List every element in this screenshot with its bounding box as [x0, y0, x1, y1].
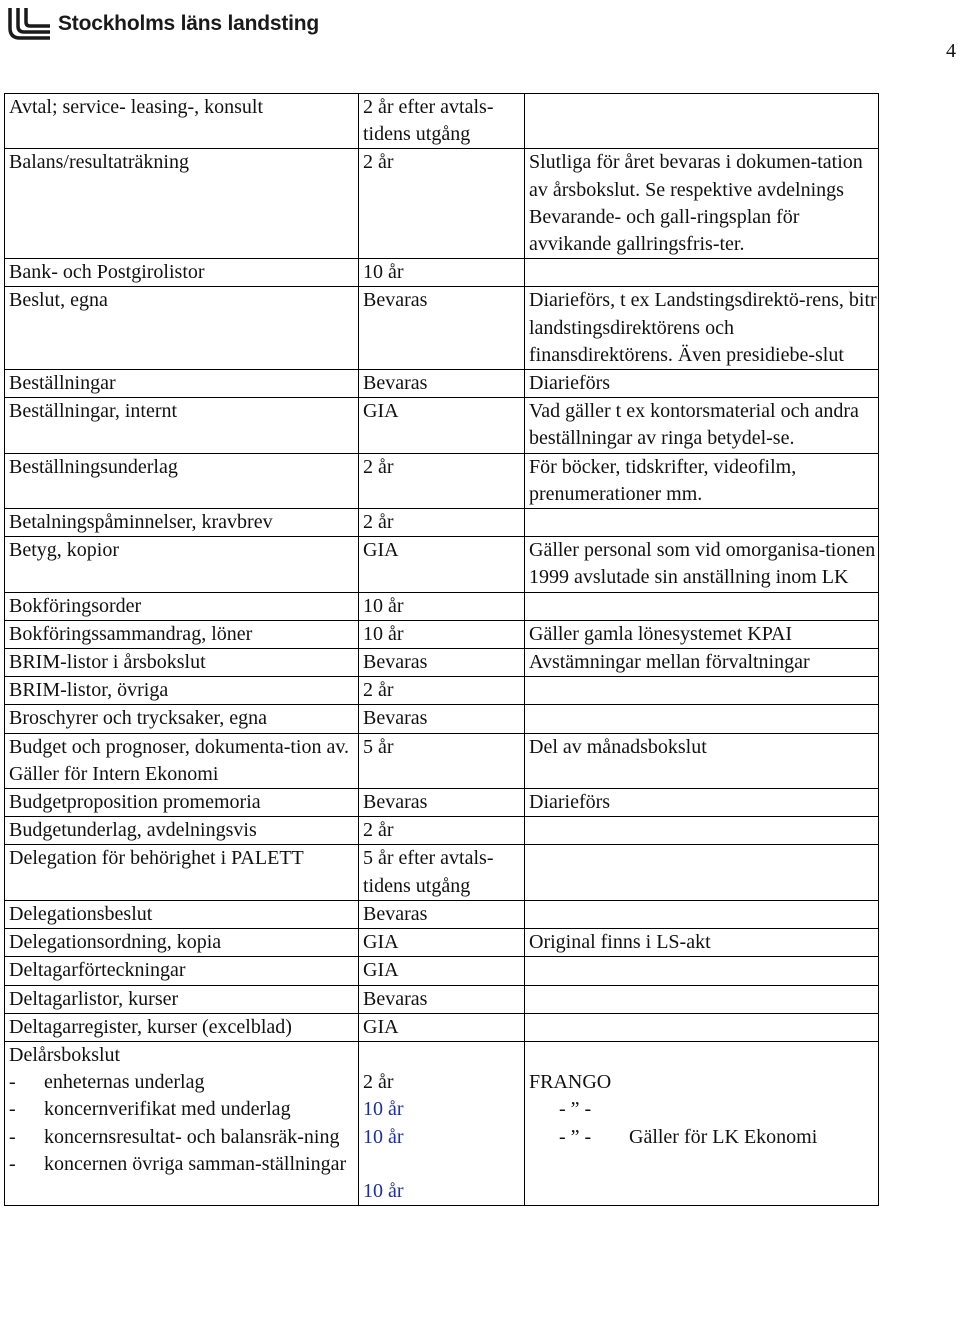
retention-period-cell: Bevaras — [359, 985, 525, 1013]
document-type-cell: Betalningspåminnelser, kravbrev — [5, 509, 359, 537]
note-cell: Diarieförs — [525, 370, 879, 398]
list-item-text: koncernsresultat- och balansräk-ning — [44, 1125, 340, 1148]
table-row — [5, 398, 879, 453]
table-row — [5, 789, 879, 817]
table-row — [5, 705, 879, 733]
note-cell — [525, 1041, 879, 1205]
retention-period-cell: 5 år — [359, 733, 525, 788]
table-row — [5, 259, 879, 287]
retention-period-cell: 5 år efter avtals-tidens utgång — [359, 845, 525, 900]
retention-period-cell: GIA — [359, 537, 525, 592]
list-item-text: koncernverifikat med underlag — [44, 1098, 291, 1121]
retention-period-cell: Bevaras — [359, 705, 525, 733]
list-item — [9, 1151, 358, 1178]
retention-period-cell: Bevaras — [359, 370, 525, 398]
ditto-mark: - ” - — [559, 1098, 592, 1121]
table-row — [5, 149, 879, 259]
list-item-retention: 10 år — [363, 1179, 404, 1202]
table-row — [5, 620, 879, 648]
list-item-retention: 2 år — [363, 1071, 394, 1094]
document-type-cell: Deltagarförteckningar — [5, 957, 359, 985]
retention-period-cell: GIA — [359, 398, 525, 453]
table-row — [5, 1013, 879, 1041]
document-type-cell: Bokföringssammandrag, löner — [5, 620, 359, 648]
document-type-cell: Bokföringsorder — [5, 592, 359, 620]
table-row — [5, 817, 879, 845]
document-type-cell: Beställningar, internt — [5, 398, 359, 453]
table-row — [5, 287, 879, 370]
retention-period-cell: GIA — [359, 1013, 525, 1041]
retention-table-body — [5, 94, 879, 1206]
retention-period-cell: 2 år — [359, 149, 525, 259]
table-row — [5, 845, 879, 900]
document-type-cell: Delegationsbeslut — [5, 900, 359, 928]
list-item — [9, 1124, 358, 1151]
retention-table — [4, 93, 879, 1206]
document-type-cell: Avtal; service- leasing-, konsult — [5, 94, 359, 149]
retention-period-cell: 2 år — [359, 817, 525, 845]
note-cell: Slutliga för året bevaras i dokumen-tation av årsbokslut. Se respektive avdelnings Bevarande- och gall-ringsplan för avvikande gallringsfris-ter. — [525, 149, 879, 259]
logo — [6, 6, 319, 42]
note-cell — [525, 677, 879, 705]
list-dash: - — [9, 1152, 16, 1175]
retention-period-cell: 10 år — [359, 620, 525, 648]
list-item-text: koncernen övriga samman-ställningar — [44, 1152, 347, 1175]
delarsbokslut-title: Delårsbokslut — [9, 1043, 121, 1066]
table-row — [5, 509, 879, 537]
document-type-cell: Beställningsunderlag — [5, 453, 359, 508]
table-row — [5, 592, 879, 620]
retention-period-cell: GIA — [359, 957, 525, 985]
list-dash: - — [9, 1125, 16, 1148]
retention-period-cell: 2 år — [359, 677, 525, 705]
retention-period-cell: 2 år — [359, 509, 525, 537]
table-row — [5, 453, 879, 508]
list-item-retention: 10 år — [363, 1098, 404, 1121]
document-type-cell: Budgetproposition promemoria — [5, 789, 359, 817]
table-row — [5, 94, 879, 149]
document-type-cell: BRIM-listor, övriga — [5, 677, 359, 705]
document-type-cell: Delegation för behörighet i PALETT — [5, 845, 359, 900]
table-row — [5, 957, 879, 985]
table-row — [5, 733, 879, 788]
table-row — [5, 900, 879, 928]
note-cell — [525, 985, 879, 1013]
document-type-cell: Deltagarlistor, kurser — [5, 985, 359, 1013]
table-row — [5, 370, 879, 398]
note-cell — [525, 509, 879, 537]
list-item-text: enheternas underlag — [44, 1071, 205, 1094]
note-cell — [525, 94, 879, 149]
document-type-cell: Beslut, egna — [5, 287, 359, 370]
note-cell — [525, 817, 879, 845]
document-type-cell: Delegationsordning, kopia — [5, 929, 359, 957]
document-type-cell: Budget och prognoser, dokumenta-tion av. Gäller för Intern Ekonomi — [5, 733, 359, 788]
list-item-retention: 10 år — [363, 1125, 404, 1148]
note-cell — [525, 957, 879, 985]
retention-period-cell: Bevaras — [359, 900, 525, 928]
table-row — [5, 677, 879, 705]
document-type-cell: Betyg, kopior — [5, 537, 359, 592]
table-row — [5, 929, 879, 957]
ditto-line — [529, 1096, 878, 1123]
document-type-cell: Beställningar — [5, 370, 359, 398]
document-type-cell — [5, 1041, 359, 1205]
note-cell — [525, 845, 879, 900]
logo-text: Stockholms läns landsting — [58, 12, 320, 35]
retention-period-cell: Bevaras — [359, 287, 525, 370]
note-cell: Gäller personal som vid omorganisa-tionen 1999 avslutade sin anställning inom LK — [525, 537, 879, 592]
document-type-cell: Bank- och Postgirolistor — [5, 259, 359, 287]
retention-period-cell: Bevaras — [359, 789, 525, 817]
table-row — [5, 985, 879, 1013]
note-cell — [525, 259, 879, 287]
retention-period-cell: 2 år — [359, 453, 525, 508]
ditto-mark: - ” - — [559, 1125, 592, 1148]
document-type-cell: Budgetunderlag, avdelningsvis — [5, 817, 359, 845]
retention-period-cell: Bevaras — [359, 649, 525, 677]
table-row — [5, 649, 879, 677]
note-cell: För böcker, tidskrifter, videofilm, prenumerationer mm. — [525, 453, 879, 508]
note-cell — [525, 900, 879, 928]
note-cell: Diarieförs, t ex Landstingsdirektö-rens, bitr landstingsdirektörens och finansdirektörens. Även presidiebe-slut — [525, 287, 879, 370]
document-type-cell: Balans/resultaträkning — [5, 149, 359, 259]
document-type-cell: BRIM-listor i årsbokslut — [5, 649, 359, 677]
retention-period-cell: 2 år efter avtals-tidens utgång — [359, 94, 525, 149]
document-type-cell: Deltagarregister, kurser (excelblad) — [5, 1013, 359, 1041]
note-cell: Diarieförs — [525, 789, 879, 817]
table-row — [5, 537, 879, 592]
note-cell: Gäller gamla lönesystemet KPAI — [525, 620, 879, 648]
list-item — [9, 1096, 358, 1123]
note-cell — [525, 1013, 879, 1041]
lk-note: Gäller för LK Ekonomi — [629, 1125, 818, 1148]
note-cell — [525, 705, 879, 733]
note-cell: Del av månadsbokslut — [525, 733, 879, 788]
note-cell: Original finns i LS-akt — [525, 929, 879, 957]
ditto-line — [529, 1124, 878, 1151]
retention-period-cell: 10 år — [359, 259, 525, 287]
list-dash: - — [9, 1098, 16, 1121]
note-cell: Avstämningar mellan förvaltningar — [525, 649, 879, 677]
retention-period-cell: 10 år — [359, 592, 525, 620]
landsting-logo-icon — [6, 6, 52, 42]
retention-period-cell: GIA — [359, 929, 525, 957]
document-type-cell: Broschyrer och trycksaker, egna — [5, 705, 359, 733]
page-number: 4 — [946, 40, 956, 62]
note-cell: Vad gäller t ex kontorsmaterial och andra beställningar av ringa betydel-se. — [525, 398, 879, 453]
list-dash: - — [9, 1071, 16, 1094]
list-item — [9, 1069, 358, 1096]
table-row — [5, 1041, 879, 1205]
retention-period-cell — [359, 1041, 525, 1205]
note-cell — [525, 592, 879, 620]
frango-label: FRANGO — [529, 1071, 612, 1094]
